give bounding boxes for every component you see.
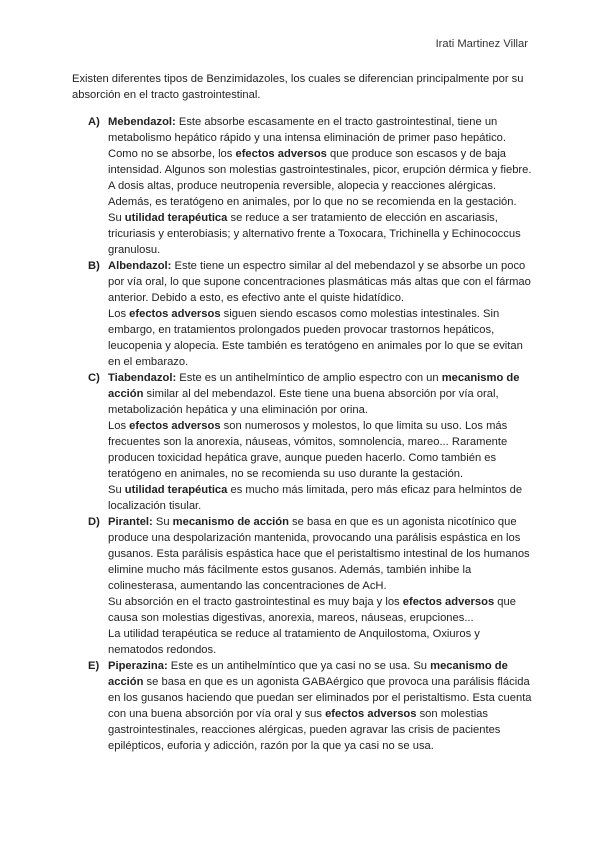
bold-term: utilidad terapéutica: [124, 484, 228, 496]
item-paragraph: La utilidad terapéutica se reduce al tratamiento de Anquilostoma, Oxiuros y nematodos redondos.: [108, 628, 480, 656]
list-item: [88, 658, 532, 754]
author-name: Irati Martinez Villar: [435, 38, 528, 50]
list-item: [88, 514, 532, 658]
list-item: [88, 114, 532, 258]
drug-list: [88, 114, 532, 754]
list-marker: D): [88, 516, 100, 528]
bold-term: utilidad terapéutica: [124, 212, 228, 224]
bold-term: efectos adversos: [235, 148, 327, 160]
list-marker: C): [88, 372, 100, 384]
list-marker: A): [88, 116, 100, 128]
bold-term: Albendazol:: [108, 260, 172, 272]
item-paragraph: Piperazina: Este es un antihelmíntico que ya casi no se usa. Su mecanismo de acción se basa en que es un agonista GABAérgico que provoca una parálisis flácida en los gusanos haciendo que puedan ser eliminados por el peristaltismo. Esta cuenta con una buena absorción por vía oral y sus efectos adversos son molestias gastrointestinales, reacciones alérgicas, pueden agravar las crisis de pacientes epilépticos, euforia y adicción, razón por la que ya casi no se usa.: [108, 660, 532, 752]
list-marker: B): [88, 260, 100, 272]
item-paragraph: Mebendazol: Este absorbe escasamente en el tracto gastrointestinal, tiene un metabolismo hepático rápido y una intensa eliminación de primer paso hepático. Como no se absorbe, los efectos adversos que produce son escasos y de baja intensidad. Algunos son molestias gastrointestinales, picor, erupción dérmica y fiebre. A dosis altas, produce neutropenia reversible, alopecia y reacciones alérgicas. Además, es teratógeno en animales, por lo que no se recomienda en la gestación.: [108, 116, 532, 208]
list-marker: E): [88, 660, 100, 672]
bold-term: Mebendazol:: [108, 116, 176, 128]
bold-term: efectos adversos: [402, 596, 495, 608]
item-paragraph: Los efectos adversos son numerosos y molestos, lo que limita su uso. Los más frecuentes son la anorexia, náuseas, vómitos, somnolencia, mareo... Raramente producen toxicidad hepática grave, aunque pueden hacerlo. Como también es teratógeno en animales, no se recomienda su uso durante la gestación.: [108, 420, 508, 480]
bold-term: efectos adversos: [325, 708, 417, 720]
list-item: [88, 370, 532, 514]
item-paragraph: Tiabendazol: Este es un antihelmíntico de amplio espectro con un mecanismo de acción similar al del mebendazol. Este tiene una buena absorción por vía oral, metabolización hepática y una eliminación por orina.: [108, 372, 520, 416]
intro-paragraph: Existen diferentes tipos de Benzimidazoles, los cuales se diferencian principalmente por su absorción en el tracto gastrointestinal.: [72, 73, 524, 101]
item-paragraph: Su utilidad terapéutica es mucho más limitada, pero más eficaz para helmintos de localización tisular.: [108, 484, 523, 512]
item-paragraph: Pirantel: Su mecanismo de acción se basa en que es un agonista nicotínico que produce una despolarización mantenida, provocando una parálisis espástica en los gusanos. Esta parálisis espástica hace que el peristaltismo intestinal de los humanos elimine mucho más fácilmente estos gusanos. Además, también inhibe la colinesterasa, aumentando las concentraciones de AcH.: [108, 516, 530, 592]
bold-term: Piperazina:: [108, 660, 168, 672]
item-paragraph: Su utilidad terapéutica se reduce a ser tratamiento de elección en ascariasis, tricuriasis y enterobiasis; y alternativo frente a Toxocara, Trichinella y Echinococcus granulosu.: [108, 212, 521, 256]
item-paragraph: Su absorción en el tracto gastrointestinal es muy baja y los efectos adversos que causa son molestias digestivas, anorexia, mareos, náuseas, erupciones...: [108, 596, 516, 624]
item-paragraph: Los efectos adversos siguen siendo escasos como molestias intestinales. Sin embargo, en tratamientos prolongados pueden provocar trastornos hepáticos, leucopenia y alopecia. Este también es teratógeno en animales por lo que se evitan en el embarazo.: [108, 308, 523, 368]
bold-term: mecanismo de acción: [108, 372, 520, 400]
bold-term: efectos adversos: [129, 420, 221, 432]
list-item: [88, 258, 532, 370]
bold-term: Tiabendazol:: [108, 372, 177, 384]
item-paragraph: Albendazol: Este tiene un espectro similar al del mebendazol y se absorbe un poco por vía oral, lo que supone concentraciones plasmáticas más altas que con el fármao anterior. Debido a esto, es efectivo ante el quiste hidatídico.: [108, 260, 531, 304]
bold-term: efectos adversos: [129, 308, 221, 320]
bold-term: mecanismo de acción: [172, 516, 289, 528]
bold-term: mecanismo de acción: [108, 660, 508, 688]
bold-term: Pirantel:: [108, 516, 153, 528]
